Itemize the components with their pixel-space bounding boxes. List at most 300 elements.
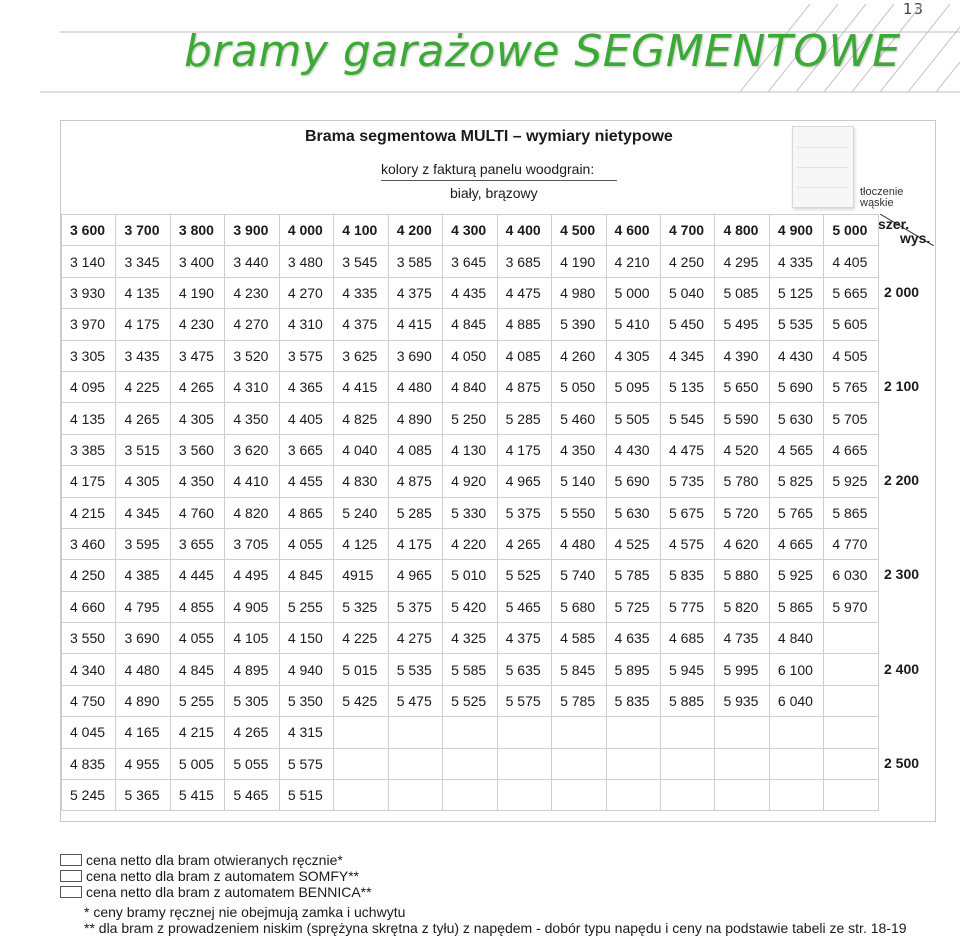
footnote: * ceny bramy ręcznej nie obejmują zamka i uchwytu <box>84 904 406 920</box>
price-cell: 3 480 <box>279 246 333 277</box>
legend-swatch <box>60 870 82 882</box>
price-cell: 4 045 <box>62 717 116 748</box>
price-cell: 4 455 <box>279 466 333 497</box>
price-cell: 5 995 <box>715 654 769 685</box>
price-row <box>62 434 879 465</box>
price-cell <box>552 748 606 779</box>
legend-label: cena netto dla bram otwieranych ręcznie* <box>86 852 343 868</box>
price-cell <box>769 780 823 811</box>
price-cell <box>715 780 769 811</box>
price-cell <box>824 748 879 779</box>
price-cell: 4 875 <box>497 371 551 402</box>
price-cell: 5 055 <box>225 748 279 779</box>
price-cell: 4 415 <box>388 309 442 340</box>
price-cell: 5 000 <box>606 277 660 308</box>
price-row <box>62 717 879 748</box>
price-cell: 4 505 <box>824 340 879 371</box>
price-cell: 4 825 <box>334 403 388 434</box>
price-cell <box>443 717 497 748</box>
width-header-cell: 3 600 <box>62 215 116 246</box>
price-cell: 4 190 <box>170 277 224 308</box>
width-header-cell: 4 500 <box>552 215 606 246</box>
price-cell: 3 475 <box>170 340 224 371</box>
price-cell: 5 650 <box>715 371 769 402</box>
price-cell: 5 765 <box>769 497 823 528</box>
price-cell: 4 135 <box>62 403 116 434</box>
price-cell: 5 725 <box>606 591 660 622</box>
price-cell: 4 310 <box>225 371 279 402</box>
price-cell: 3 690 <box>388 340 442 371</box>
price-cell: 4 215 <box>170 717 224 748</box>
colors-value: biały, brązowy <box>450 185 538 201</box>
price-cell <box>443 748 497 779</box>
price-cell: 3 305 <box>62 340 116 371</box>
price-cell: 4 095 <box>62 371 116 402</box>
price-cell: 4 875 <box>388 466 442 497</box>
price-cell: 4 375 <box>388 277 442 308</box>
footnote: ** dla bram z prowadzeniem niskim (sprężyna skrętna z tyłu) z napędem - dobór typu napędu i ceny na podstawie tabeli ze str. 18-19 <box>84 920 907 936</box>
price-cell: 5 550 <box>552 497 606 528</box>
price-cell <box>606 748 660 779</box>
price-cell: 4 390 <box>715 340 769 371</box>
price-cell: 5 140 <box>552 466 606 497</box>
width-header-cell: 3 700 <box>116 215 170 246</box>
price-cell <box>824 780 879 811</box>
price-cell <box>769 748 823 779</box>
price-cell: 5 255 <box>279 591 333 622</box>
price-cell: 4 175 <box>497 434 551 465</box>
variant-label: tłoczenie wąskie <box>860 186 904 209</box>
price-cell: 5 665 <box>824 277 879 308</box>
price-cell: 4 055 <box>170 623 224 654</box>
price-cell: 3 550 <box>62 623 116 654</box>
price-cell: 5 925 <box>824 466 879 497</box>
price-cell: 4 350 <box>552 434 606 465</box>
price-cell: 4 895 <box>225 654 279 685</box>
price-cell: 4 225 <box>116 371 170 402</box>
product-title: Brama segmentowa MULTI – wymiary nietypowe <box>305 128 673 145</box>
price-cell: 4 265 <box>497 528 551 559</box>
price-cell: 4 210 <box>606 246 660 277</box>
price-cell: 3 705 <box>225 528 279 559</box>
price-cell: 4 445 <box>170 560 224 591</box>
price-cell: 5 390 <box>552 309 606 340</box>
price-cell: 5 785 <box>606 560 660 591</box>
price-cell: 5 865 <box>824 497 879 528</box>
price-cell: 5 675 <box>660 497 714 528</box>
price-cell: 5 015 <box>334 654 388 685</box>
price-cell: 4 890 <box>388 403 442 434</box>
price-row <box>62 654 879 685</box>
price-cell: 5 040 <box>660 277 714 308</box>
price-cell: 4 305 <box>116 466 170 497</box>
price-cell: 4 820 <box>225 497 279 528</box>
price-cell: 4 845 <box>443 309 497 340</box>
price-cell: 4 275 <box>388 623 442 654</box>
width-header-cell: 4 100 <box>334 215 388 246</box>
price-cell: 5 820 <box>715 591 769 622</box>
price-cell <box>388 748 442 779</box>
width-header-cell: 4 000 <box>279 215 333 246</box>
price-cell: 5 825 <box>769 466 823 497</box>
price-row <box>62 246 879 277</box>
price-cell: 5 330 <box>443 497 497 528</box>
price-cell: 6 030 <box>824 560 879 591</box>
height-label: 2 500 <box>884 754 920 771</box>
price-cell: 5 590 <box>715 403 769 434</box>
price-cell: 4 735 <box>715 623 769 654</box>
price-cell: 5 245 <box>62 780 116 811</box>
price-cell: 4 055 <box>279 528 333 559</box>
price-cell: 5 720 <box>715 497 769 528</box>
price-cell: 4 830 <box>334 466 388 497</box>
height-axis-label: wys. <box>900 230 931 246</box>
price-cell: 3 685 <box>497 246 551 277</box>
price-cell <box>334 780 388 811</box>
price-cell: 4 565 <box>769 434 823 465</box>
price-row <box>62 403 879 434</box>
colors-label: kolory z fakturą panelu woodgrain: <box>381 161 595 177</box>
price-cell: 4 250 <box>660 246 714 277</box>
width-header-cell: 5 000 <box>824 215 879 246</box>
price-row <box>62 466 879 497</box>
price-row <box>62 780 879 811</box>
price-cell: 5 285 <box>388 497 442 528</box>
height-label: 2 000 <box>884 283 920 300</box>
price-cell: 4 150 <box>279 623 333 654</box>
price-cell: 3 520 <box>225 340 279 371</box>
legend-label: cena netto dla bram z automatem SOMFY** <box>86 868 360 884</box>
width-header-cell: 4 400 <box>497 215 551 246</box>
price-cell: 3 595 <box>116 528 170 559</box>
legend-item <box>60 852 372 868</box>
door-panel-image <box>792 126 854 208</box>
price-cell: 4 905 <box>225 591 279 622</box>
price-cell: 5 690 <box>769 371 823 402</box>
price-cell: 4 350 <box>170 466 224 497</box>
price-cell: 5 135 <box>660 371 714 402</box>
price-cell: 4 840 <box>769 623 823 654</box>
price-cell: 4 190 <box>552 246 606 277</box>
price-cell: 3 575 <box>279 340 333 371</box>
price-cell: 5 895 <box>606 654 660 685</box>
price-cell: 5 465 <box>497 591 551 622</box>
price-cell: 3 545 <box>334 246 388 277</box>
price-cell: 4 310 <box>279 309 333 340</box>
height-label: 2 100 <box>884 378 920 394</box>
price-cell: 5 705 <box>824 403 879 434</box>
price-cell: 5 780 <box>715 466 769 497</box>
price-cell: 4 855 <box>170 591 224 622</box>
price-cell <box>824 623 879 654</box>
legend <box>60 852 372 900</box>
price-cell: 4 220 <box>443 528 497 559</box>
price-cell: 4 130 <box>443 434 497 465</box>
price-cell <box>606 717 660 748</box>
price-table <box>61 214 879 811</box>
price-cell: 5 635 <box>497 654 551 685</box>
price-cell: 3 345 <box>116 246 170 277</box>
price-cell: 5 835 <box>606 685 660 716</box>
price-cell: 4 105 <box>225 623 279 654</box>
width-header-row <box>62 215 879 246</box>
price-cell: 4 215 <box>62 497 116 528</box>
price-cell <box>497 717 551 748</box>
price-cell: 4 225 <box>334 623 388 654</box>
price-cell: 4 345 <box>660 340 714 371</box>
price-cell: 5 525 <box>443 685 497 716</box>
price-cell: 5 765 <box>824 371 879 402</box>
price-cell: 4 865 <box>279 497 333 528</box>
price-cell: 3 385 <box>62 434 116 465</box>
price-cell: 3 655 <box>170 528 224 559</box>
price-cell <box>660 780 714 811</box>
price-cell: 4 890 <box>116 685 170 716</box>
price-cell: 4 175 <box>116 309 170 340</box>
price-row <box>62 685 879 716</box>
price-cell: 4 585 <box>552 623 606 654</box>
price-cell: 5 945 <box>660 654 714 685</box>
price-cell: 4 430 <box>606 434 660 465</box>
width-header-cell: 4 700 <box>660 215 714 246</box>
price-row <box>62 371 879 402</box>
price-cell <box>660 748 714 779</box>
price-cell: 4 965 <box>497 466 551 497</box>
price-cell: 5 605 <box>824 309 879 340</box>
price-cell: 4 375 <box>497 623 551 654</box>
price-row <box>62 560 879 591</box>
price-cell: 5 680 <box>552 591 606 622</box>
legend-item <box>60 868 372 884</box>
price-cell: 4 295 <box>715 246 769 277</box>
price-cell <box>824 685 879 716</box>
price-cell: 3 690 <box>116 623 170 654</box>
price-cell: 4 480 <box>388 371 442 402</box>
price-cell: 4 365 <box>279 371 333 402</box>
price-cell: 5 970 <box>824 591 879 622</box>
price-cell: 4 475 <box>660 434 714 465</box>
price-cell: 4 165 <box>116 717 170 748</box>
price-row <box>62 277 879 308</box>
price-cell: 4 340 <box>62 654 116 685</box>
legend-item <box>60 884 372 900</box>
page-number: 13 <box>902 0 924 18</box>
price-cell: 5 250 <box>443 403 497 434</box>
price-cell: 4 040 <box>334 434 388 465</box>
price-cell: 4 955 <box>116 748 170 779</box>
price-cell <box>824 717 879 748</box>
price-cell: 5 005 <box>170 748 224 779</box>
price-cell: 4 475 <box>497 277 551 308</box>
price-cell: 3 460 <box>62 528 116 559</box>
legend-swatch <box>60 886 82 898</box>
price-cell: 4 480 <box>552 528 606 559</box>
price-cell: 3 620 <box>225 434 279 465</box>
width-header-cell: 4 800 <box>715 215 769 246</box>
price-row <box>62 748 879 779</box>
price-cell: 4 480 <box>116 654 170 685</box>
price-cell: 4 270 <box>279 277 333 308</box>
price-cell: 3 585 <box>388 246 442 277</box>
price-cell: 5 845 <box>552 654 606 685</box>
price-cell: 5 835 <box>660 560 714 591</box>
height-label: 2 200 <box>884 472 920 489</box>
price-cell: 5 735 <box>660 466 714 497</box>
price-cell <box>606 780 660 811</box>
price-cell: 5 545 <box>660 403 714 434</box>
price-cell <box>497 748 551 779</box>
width-header-cell: 3 800 <box>170 215 224 246</box>
price-cell: 5 415 <box>170 780 224 811</box>
price-cell: 4 920 <box>443 466 497 497</box>
price-row <box>62 340 879 371</box>
price-cell: 4 635 <box>606 623 660 654</box>
width-header-cell: 4 200 <box>388 215 442 246</box>
price-cell: 4 665 <box>824 434 879 465</box>
price-cell: 5 410 <box>606 309 660 340</box>
price-cell: 5 240 <box>334 497 388 528</box>
price-cell: 5 775 <box>660 591 714 622</box>
price-cell: 4 325 <box>443 623 497 654</box>
legend-swatch <box>60 854 82 866</box>
price-cell <box>388 780 442 811</box>
price-cell: 4 840 <box>443 371 497 402</box>
price-cell: 5 325 <box>334 591 388 622</box>
price-cell: 4 845 <box>279 560 333 591</box>
width-header-cell: 4 300 <box>443 215 497 246</box>
price-cell: 4 085 <box>497 340 551 371</box>
price-cell: 4 760 <box>170 497 224 528</box>
price-cell: 4 135 <box>116 277 170 308</box>
price-cell: 3 625 <box>334 340 388 371</box>
height-label: 2 400 <box>884 660 920 677</box>
price-cell: 4 305 <box>170 403 224 434</box>
price-cell: 5 865 <box>769 591 823 622</box>
height-label: 2 300 <box>884 566 920 583</box>
price-cell: 4 265 <box>116 403 170 434</box>
price-cell: 4 260 <box>552 340 606 371</box>
price-cell: 3 515 <box>116 434 170 465</box>
price-cell: 5 285 <box>497 403 551 434</box>
price-cell: 4 375 <box>334 309 388 340</box>
price-cell: 4 230 <box>225 277 279 308</box>
price-cell <box>443 780 497 811</box>
price-cell: 4 335 <box>334 277 388 308</box>
price-cell: 5 305 <box>225 685 279 716</box>
price-cell: 4 385 <box>116 560 170 591</box>
price-cell: 4 305 <box>606 340 660 371</box>
price-row <box>62 591 879 622</box>
price-cell: 4 525 <box>606 528 660 559</box>
price-cell: 5 525 <box>497 560 551 591</box>
price-cell: 5 535 <box>769 309 823 340</box>
price-row <box>62 528 879 559</box>
price-cell: 4 940 <box>279 654 333 685</box>
price-cell: 4 125 <box>334 528 388 559</box>
price-cell: 5 785 <box>552 685 606 716</box>
price-cell: 3 930 <box>62 277 116 308</box>
price-cell <box>334 748 388 779</box>
price-cell: 5 630 <box>769 403 823 434</box>
price-cell: 3 970 <box>62 309 116 340</box>
price-cell: 5 255 <box>170 685 224 716</box>
colors-underline <box>381 180 617 181</box>
price-cell <box>552 717 606 748</box>
price-cell: 3 560 <box>170 434 224 465</box>
price-cell: 5 465 <box>225 780 279 811</box>
price-cell: 5 010 <box>443 560 497 591</box>
price-cell: 4 965 <box>388 560 442 591</box>
price-cell: 4 845 <box>170 654 224 685</box>
price-cell: 5 880 <box>715 560 769 591</box>
price-cell: 3 400 <box>170 246 224 277</box>
price-cell: 5 925 <box>769 560 823 591</box>
price-cell: 4 770 <box>824 528 879 559</box>
price-cell: 5 935 <box>715 685 769 716</box>
price-cell <box>552 780 606 811</box>
page-title: bramy garażowe SEGMENTOWE <box>184 26 901 77</box>
price-cell: 3 435 <box>116 340 170 371</box>
price-cell: 4 175 <box>388 528 442 559</box>
price-cell: 4 230 <box>170 309 224 340</box>
price-cell <box>769 717 823 748</box>
price-cell: 4 345 <box>116 497 170 528</box>
price-cell: 4 620 <box>715 528 769 559</box>
price-cell: 4 175 <box>62 466 116 497</box>
width-header-cell: 4 600 <box>606 215 660 246</box>
price-row <box>62 309 879 340</box>
price-cell: 4 415 <box>334 371 388 402</box>
price-cell: 4 270 <box>225 309 279 340</box>
price-cell: 4 335 <box>769 246 823 277</box>
price-cell: 5 475 <box>388 685 442 716</box>
price-cell: 5 740 <box>552 560 606 591</box>
price-cell: 4 685 <box>660 623 714 654</box>
price-cell: 4 250 <box>62 560 116 591</box>
price-cell: 4 405 <box>279 403 333 434</box>
price-cell: 5 575 <box>497 685 551 716</box>
price-cell: 3 440 <box>225 246 279 277</box>
price-cell: 5 885 <box>660 685 714 716</box>
price-cell: 4 660 <box>62 591 116 622</box>
price-cell <box>388 717 442 748</box>
price-cell: 5 095 <box>606 371 660 402</box>
price-cell: 5 125 <box>769 277 823 308</box>
price-cell: 5 515 <box>279 780 333 811</box>
price-cell: 5 495 <box>715 309 769 340</box>
price-cell: 5 425 <box>334 685 388 716</box>
width-axis-label: szer. <box>878 216 910 232</box>
price-row <box>62 497 879 528</box>
price-cell: 4 665 <box>769 528 823 559</box>
price-cell <box>715 748 769 779</box>
price-cell <box>334 717 388 748</box>
price-cell: 5 050 <box>552 371 606 402</box>
price-cell: 5 375 <box>497 497 551 528</box>
price-cell: 4 835 <box>62 748 116 779</box>
price-cell <box>715 717 769 748</box>
price-row <box>62 623 879 654</box>
price-cell: 4 435 <box>443 277 497 308</box>
price-cell: 5 350 <box>279 685 333 716</box>
price-cell: 5 505 <box>606 403 660 434</box>
price-cell: 5 420 <box>443 591 497 622</box>
price-cell: 4 050 <box>443 340 497 371</box>
price-cell: 5 535 <box>388 654 442 685</box>
price-cell: 5 630 <box>606 497 660 528</box>
price-cell: 6 040 <box>769 685 823 716</box>
price-cell: 4 750 <box>62 685 116 716</box>
